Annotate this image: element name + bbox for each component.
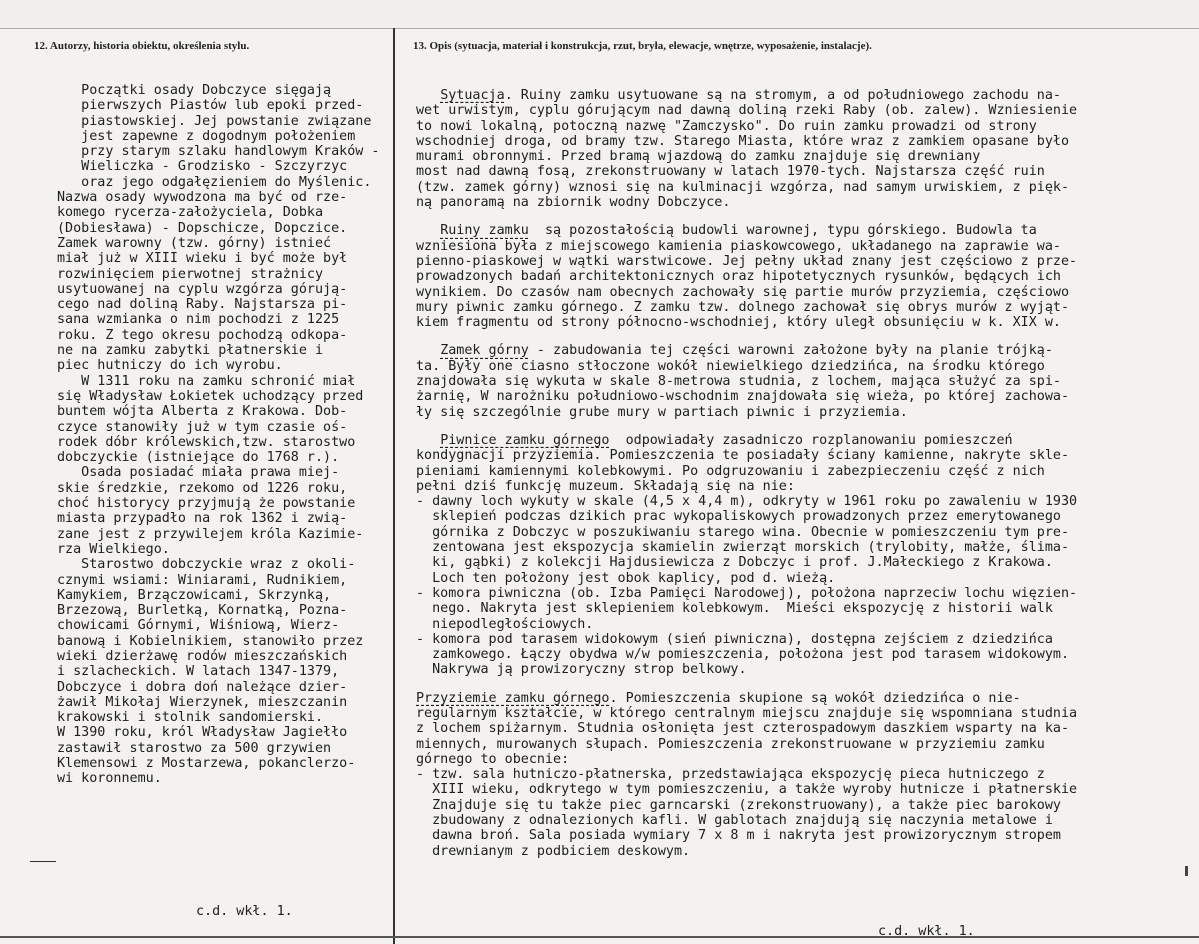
left-text-line: cznymi wsiami: Winiarami, Rudnikiem, bbox=[57, 572, 348, 588]
right-text-line: (tzw. zamek górny) wznosi się na kulminacji wzgórza, nad samym urwiskiem, z pięk- bbox=[416, 179, 1070, 195]
right-text-line: Sytuacja. Ruiny zamku usytuowane są na stromym, a od południowego zachodu na- bbox=[440, 88, 1061, 103]
right-text-line: mury piwnic zamku górnego. Z zamku tzw. dolnego zachował się obrys murów z wyjąt- bbox=[416, 299, 1070, 315]
right-text-line: miennych, murowanych słupach. Pomieszczenia zrekonstruowane w przyziemiu zamku bbox=[416, 736, 1045, 752]
left-text-line: się Władysław Łokietek uchodzący przed bbox=[57, 388, 364, 404]
right-text-line: pieniami kamiennymi kolebkowymi. Po odgruzowaniu i zabezpieczeniu część z nich bbox=[416, 463, 1045, 479]
left-text-line: (Dobiesława) - Dopschicze, Dopczice. bbox=[57, 220, 348, 236]
right-text-line: Piwnice zamku górnego odpowiadały zasadniczo rozplanowaniu pomieszczeń bbox=[440, 432, 1013, 448]
right-text-line: pienno-piaskowej w wątki warstwicowe. Jej pełny układ znany jest częściowo z prze- bbox=[416, 253, 1078, 269]
left-text-line: Dobczyce i dobra doń należące dzier- bbox=[57, 679, 348, 695]
right-text-line: Zamek górny - zabudowania tej części warowni założone były na planie trójką- bbox=[440, 343, 1053, 359]
right-text-line: z lochem spiżarnym. Studnia osłonięta jest czterospadowym daszkiem wsparty na ka- bbox=[416, 721, 1070, 737]
left-text-line: miał już w XIII wieku i być może był bbox=[57, 251, 348, 267]
left-text-line: Klemensowi z Mostarzewa, pokanclerzo- bbox=[57, 756, 356, 772]
left-text-line: pierwszych Piastów lub epoki przed- bbox=[57, 98, 364, 114]
left-text-line: banową i Kobielnikiem, stanowiło przez bbox=[57, 633, 364, 649]
left-text-line: skie średzkie, rzekomo od 1226 roku, bbox=[57, 480, 348, 496]
right-text-line: zamkowego. Łączy obydwa w/w pomieszczenia, położona jest pod tarasem widokowym. bbox=[416, 647, 1070, 663]
left-text-line: Brzezową, Burletką, Kornatką, Pozna- bbox=[57, 603, 348, 619]
right-text-line: sklepień podczas dzikich prac wykopaliskowych prowadzonych przez emerytowanego bbox=[416, 509, 1061, 525]
paragraph-gap bbox=[416, 420, 1196, 433]
right-text-line: ta. Były one ciasno stłoczone wokół niewielkiego dziedzińca, na środku którego bbox=[416, 358, 1045, 374]
left-text-line: piastowskiej. Jej powstanie związane bbox=[57, 113, 372, 129]
left-text-line: miasta przypadło na rok 1362 i zwią- bbox=[57, 511, 348, 527]
right-text-line: drewnianym z podbiciem deskowym. bbox=[416, 843, 691, 859]
left-text-line: usytuowanej na cyplu wzgórza górują- bbox=[57, 281, 348, 297]
paragraph-gap bbox=[416, 210, 1196, 223]
left-text-line: rza Wielkiego. bbox=[57, 541, 170, 557]
right-text-line: ną panoramą na zbiornik wodny Dobczyce. bbox=[416, 195, 731, 211]
margin-mark bbox=[30, 861, 56, 862]
left-text-line: i szlacheckich. W latach 1347-1379, bbox=[57, 664, 340, 680]
right-text-line: pełni dziś funkcję muzeum. Składają się na nie: bbox=[416, 478, 795, 494]
left-text-line: cego nad doliną Raby. Najstarsza pi- bbox=[57, 297, 348, 313]
paragraph-title: Zamek górny bbox=[440, 343, 529, 359]
right-section-heading: 13. Opis (sytuacja, materiał i konstrukcja, rzut, bryła, elewacje, wnętrze, wyposażenie, instalacje). bbox=[413, 40, 872, 52]
right-text-line: Loch ten położony jest obok kaplicy, pod d. wieżą. bbox=[416, 570, 836, 586]
left-text-line: zastawił starostwo za 500 grzywien bbox=[57, 740, 332, 756]
left-text-line: W 1390 roku, król Władysław Jagiełło bbox=[57, 725, 348, 741]
left-section-heading: 12. Autorzy, historia obiektu, określenia stylu. bbox=[34, 40, 250, 52]
left-text-line: wi koronnemu. bbox=[57, 771, 162, 787]
right-text-line: znajdowała się wykuta w skale 8-metrowa studnia, z lochem, mająca służyć za spi- bbox=[416, 374, 1061, 390]
right-text-line: wet urwistym, cyplu górującym nad dawną doliną rzeki Raby (ob. zalew). Wzniesienie bbox=[416, 103, 1078, 119]
right-text-line: dawna broń. Sala posiada wymiary 7 x 8 m i nakryta jest prowizorycznym stropem bbox=[416, 828, 1061, 844]
left-text-line: czyce stanowiły już w tym czasie oś- bbox=[57, 419, 348, 435]
left-text-line: Zamek warowny (tzw. górny) istnieć bbox=[57, 235, 332, 251]
right-text-line: kondygnacji przyziemia. Pomieszczenia te posiadały ściany kamienne, nakryte skle- bbox=[416, 448, 1070, 464]
paragraph-title: Sytuacja bbox=[440, 88, 505, 103]
right-text-line: - tzw. sala hutniczo-płatnerska, przedstawiająca ekspozycję pieca hutniczego z bbox=[416, 767, 1045, 783]
left-column-text bbox=[57, 83, 387, 787]
left-text-line: krakowski i stolnik sandomierski. bbox=[57, 710, 324, 726]
column-divider bbox=[393, 28, 395, 944]
left-text-line: ne na zamku zabytki płatnerskie i bbox=[57, 343, 324, 359]
right-text-line: wynikiem. Do czasów nam obecnych zachowały się partie murów przyziemia, częściowo bbox=[416, 284, 1070, 300]
right-text-line: ki, gąbki) z kolekcji Hajdusiewicza z Dobczyc i prof. J.Małeckiego z Krakowa. bbox=[416, 555, 1053, 571]
left-text-line: Początki osady Dobczyce sięgają bbox=[57, 83, 332, 98]
right-text-line: Znajduje się tu także piec garncarski (zrekonstruowany), a także piec barokowy bbox=[416, 797, 1061, 813]
right-text-line: - dawny loch wykuty w skale (4,5 x 4,4 m), odkryty w 1961 roku po zawaleniu w 1930 bbox=[416, 494, 1078, 510]
left-text-line: wieki dzierżawę rodów mieszczańskich bbox=[57, 648, 348, 664]
right-text-line: most nad dawną fosą, zrekonstruowany w latach 1970-tych. Najstarsza część ruin bbox=[416, 164, 1045, 180]
right-text-line: - komora pod tarasem widokowym (sień piwniczna), dostępna zejściem z dziedzińca bbox=[416, 631, 1053, 647]
left-text-line: żawił Mikołaj Wierzynek, mieszczanin bbox=[57, 694, 348, 710]
left-text-line: choć historycy przyjmują że powstanie bbox=[57, 496, 356, 512]
right-text-line: to nowi lokalną, potoczną nazwę "Zamczysko". Do ruin zamku prowadzi od strony bbox=[416, 118, 1037, 134]
left-continuation-note: c.d. wkł. 1. bbox=[196, 904, 293, 919]
right-text-line: prowadzonych badań architektonicznych oraz hipotetycznych rysunków, będących ich bbox=[416, 269, 1061, 285]
left-text-line: sana wzmianka o nim pochodzi z 1225 bbox=[57, 312, 340, 328]
paragraph-title: Przyziemie zamku górnego bbox=[416, 690, 610, 706]
left-text-line: Kamykiem, Brzączowicami, Skrzynką, bbox=[57, 587, 332, 603]
paragraph-gap bbox=[416, 678, 1196, 691]
left-text-line: oraz jego odgałęzieniem do Myślenic. bbox=[57, 174, 372, 190]
right-text-line: zbudowany z odnalezionych kafli. W gablotach znajdują się naczynia metalowe i bbox=[416, 813, 1053, 829]
left-text-line: roku. Z tego okresu pochodzą odkopa- bbox=[57, 327, 348, 343]
right-text-line: - komora piwniczna (ob. Izba Pamięci Narodowej), położona naprzeciw lochu więzien- bbox=[416, 585, 1078, 601]
right-text-line: ły się szczególnie grube mury w partiach piwnic i przyziemia. bbox=[416, 404, 908, 420]
right-text-line: górnika z Dobczyc w poszukiwaniu starego wina. Obecnie w pomieszczeniu tym pre- bbox=[416, 524, 1070, 540]
left-text-line: rozwinięciem pierwotnej strażnicy bbox=[57, 266, 324, 282]
right-text-line: Ruiny zamku są pozostałością budowli warownej, typu górskiego. Budowla ta bbox=[440, 223, 1037, 239]
right-text-line: górnego to obecnie: bbox=[416, 751, 570, 767]
right-text-line: wschodniej droga, od bramy tzw. Starego Miasta, które wraz z zamkiem opasane było bbox=[416, 133, 1070, 149]
page-bottom-border bbox=[0, 936, 1199, 938]
right-text-line: XIII wieku, odkrytego w tym pomieszczeniu, a także wyroby hutnicze i płatnerskie bbox=[416, 782, 1078, 798]
left-text-line: Wieliczka - Grodzisko - Szczyrzyc bbox=[57, 159, 348, 175]
right-text-line: Nakrywa ją prowizoryczny strop belkowy. bbox=[416, 662, 747, 678]
left-text-line: buntem wójta Alberta z Krakowa. Dob- bbox=[57, 404, 348, 420]
left-text-line: rodek dóbr królewskich,tzw. starostwo bbox=[57, 434, 356, 450]
left-text-line: W 1311 roku na zamku schronić miał bbox=[57, 373, 356, 389]
left-text-line: Nazwa osady wywodzona ma być od rze- bbox=[57, 190, 348, 206]
left-text-line: jest zapewne z dogodnym położeniem bbox=[57, 128, 356, 144]
right-text-line: kiem fragmentu od strony północno-wschodniej, który uległ obsunięciu w k. XIX w. bbox=[416, 315, 1061, 331]
edge-tick bbox=[1185, 866, 1188, 876]
page-top-border bbox=[0, 0, 1199, 29]
right-text-line: Przyziemie zamku górnego. Pomieszczenia skupione są wokół dziedzińca o nie- bbox=[416, 690, 1021, 706]
right-text-line: żarnię, W narożniku południowo-wschodnim znajdowała się wieża, po której zachowa- bbox=[416, 389, 1070, 405]
right-text-line: murami obronnymi. Przed bramą wjazdową do zamku znajduje się drewniany bbox=[416, 149, 981, 165]
right-text-line: zentowana jest ekspozycja skamielin zwierząt morskich (trylobity, małże, ślima- bbox=[416, 540, 1070, 556]
left-text-line: piec hutniczy do ich wyrobu. bbox=[57, 358, 283, 374]
left-text-line: chowicami Górnymi, Wiśniową, Wierz- bbox=[57, 618, 340, 634]
right-continuation-note: c.d. wkł. 1. bbox=[878, 924, 975, 939]
left-text-line: przy starym szlaku handlowym Kraków - bbox=[57, 144, 380, 160]
left-text-line: komego rycerza-założyciela, Dobka bbox=[57, 205, 324, 221]
left-text-line: zane jest z przywilejem króla Kazimie- bbox=[57, 526, 364, 542]
right-text-line: niepodległościowych. bbox=[416, 616, 594, 632]
left-text-line: Starostwo dobczyckie wraz z okoli- bbox=[57, 557, 356, 573]
paragraph-title: Piwnice zamku górnego bbox=[440, 432, 610, 448]
left-text-line: dobczyckie (istniejące do 1768 r.). bbox=[57, 450, 340, 466]
left-text-line: Osada posiadać miała prawa miej- bbox=[57, 465, 340, 481]
right-text-line: nego. Nakryta jest sklepieniem kolebkowym. Mieści ekspozycję z historii walk bbox=[416, 601, 1053, 617]
paragraph-gap bbox=[416, 330, 1196, 343]
paragraph-title: Ruiny zamku bbox=[440, 223, 529, 239]
right-text-line: regularnym kształcie, w którego centralnym miejscu znajduje się wspomniana studnia bbox=[416, 705, 1078, 721]
right-column-text bbox=[416, 88, 1196, 859]
right-text-line: wzniesiona była z miejscowego kamienia piaskowcowego, układanego na zaprawie wa- bbox=[416, 238, 1061, 254]
